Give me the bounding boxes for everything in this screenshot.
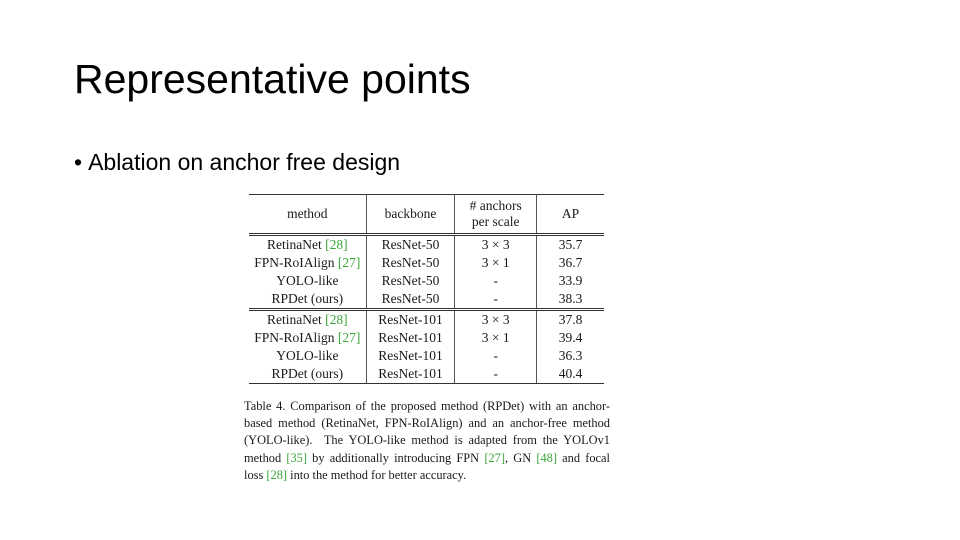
header-method: method (249, 195, 366, 235)
cell-anchors: - (455, 272, 537, 290)
cell-ap: 36.3 (558, 348, 583, 363)
table-group-resnet50 (249, 235, 604, 310)
cell-anchors: 3 × 1 (455, 329, 537, 347)
cell-anchors: 3 × 3 (455, 310, 537, 330)
header-backbone: backbone (366, 195, 455, 235)
citation-link[interactable]: [28] (325, 237, 348, 252)
cell-backbone: ResNet-101 (366, 347, 455, 365)
citation-link[interactable]: [27] (337, 330, 361, 345)
table-row (249, 347, 604, 365)
cell-method (249, 254, 366, 272)
method-name: RPDet (ours) (271, 366, 344, 381)
cell-backbone: ResNet-101 (366, 365, 455, 384)
citation-link[interactable]: [27] (337, 255, 361, 270)
cell-backbone: ResNet-50 (366, 290, 455, 310)
method-name: YOLO-like (276, 273, 339, 288)
cell-anchors: 3 × 3 (455, 235, 537, 255)
cell-method (249, 272, 366, 290)
slide-title: Representative points (74, 56, 471, 102)
method-name: YOLO-like (276, 348, 339, 363)
caption-citation[interactable]: [28] (266, 467, 288, 482)
cell-method (249, 347, 366, 365)
table-row (249, 254, 604, 272)
method-name: RetinaNet (267, 312, 326, 327)
caption-text: into the method for better accuracy. (287, 467, 467, 482)
table-row (249, 310, 604, 330)
cell-method (249, 365, 366, 384)
cell-backbone: ResNet-101 (366, 310, 455, 330)
table-caption (244, 398, 614, 484)
header-anchors-line1: # anchors (469, 198, 522, 213)
cell-method (249, 290, 366, 310)
caption-citation[interactable]: [35] (286, 450, 307, 465)
header-anchors (455, 195, 537, 235)
cell-ap: 35.7 (537, 235, 604, 255)
caption-text: and focal loss (244, 450, 614, 482)
table-row (249, 329, 604, 347)
cell-ap: 37.8 (537, 310, 604, 330)
citation-link[interactable]: [28] (325, 312, 348, 327)
caption-citation[interactable]: [48] (536, 450, 557, 465)
cell-backbone: ResNet-50 (366, 254, 455, 272)
cell-ap: 40.4 (537, 365, 604, 384)
table-row (249, 272, 604, 290)
cell-backbone: ResNet-50 (366, 272, 455, 290)
bullet-point (74, 149, 400, 176)
method-name: RetinaNet (267, 237, 326, 252)
caption-text: by additionally introducing FPN (307, 450, 485, 465)
cell-method (249, 235, 366, 255)
results-table (249, 194, 604, 384)
bullet-text: Ablation on anchor free design (88, 149, 401, 175)
bullet-marker: • (74, 149, 83, 175)
method-name: FPN-RoIAlign (254, 330, 338, 345)
cell-anchors: - (455, 290, 537, 310)
table-row (249, 235, 604, 255)
table-group-resnet101 (249, 310, 604, 384)
caption-text: Table 4. Comparison of the proposed method (RPDet) with an anchor-based method (RetinaNet, FPN-RoIAlign) and an anchor-free method (YOLO-like). The YOLO-like method is adapted from the YOLOv1 method (244, 399, 614, 465)
method-name: RPDet (ours) (271, 291, 344, 306)
cell-anchors: - (455, 347, 537, 365)
header-anchors-line2: per scale (471, 214, 520, 229)
cell-ap: 39.4 (558, 330, 583, 345)
cell-anchors: - (455, 365, 537, 384)
table-header-row (249, 195, 604, 235)
table-figure (244, 194, 614, 484)
cell-ap: 36.7 (558, 255, 583, 270)
cell-backbone: ResNet-50 (366, 235, 455, 255)
cell-method (249, 329, 366, 347)
cell-ap: 38.3 (558, 291, 583, 306)
method-name: FPN-RoIAlign (254, 255, 338, 270)
cell-ap: 33.9 (558, 273, 583, 288)
cell-method (249, 310, 366, 330)
caption-text: , GN (504, 450, 537, 465)
header-ap: AP (561, 206, 580, 221)
cell-backbone: ResNet-101 (366, 329, 455, 347)
caption-citation[interactable]: [27] (484, 450, 505, 465)
cell-anchors: 3 × 1 (455, 254, 537, 272)
table-row (249, 290, 604, 310)
table-row (249, 365, 604, 384)
